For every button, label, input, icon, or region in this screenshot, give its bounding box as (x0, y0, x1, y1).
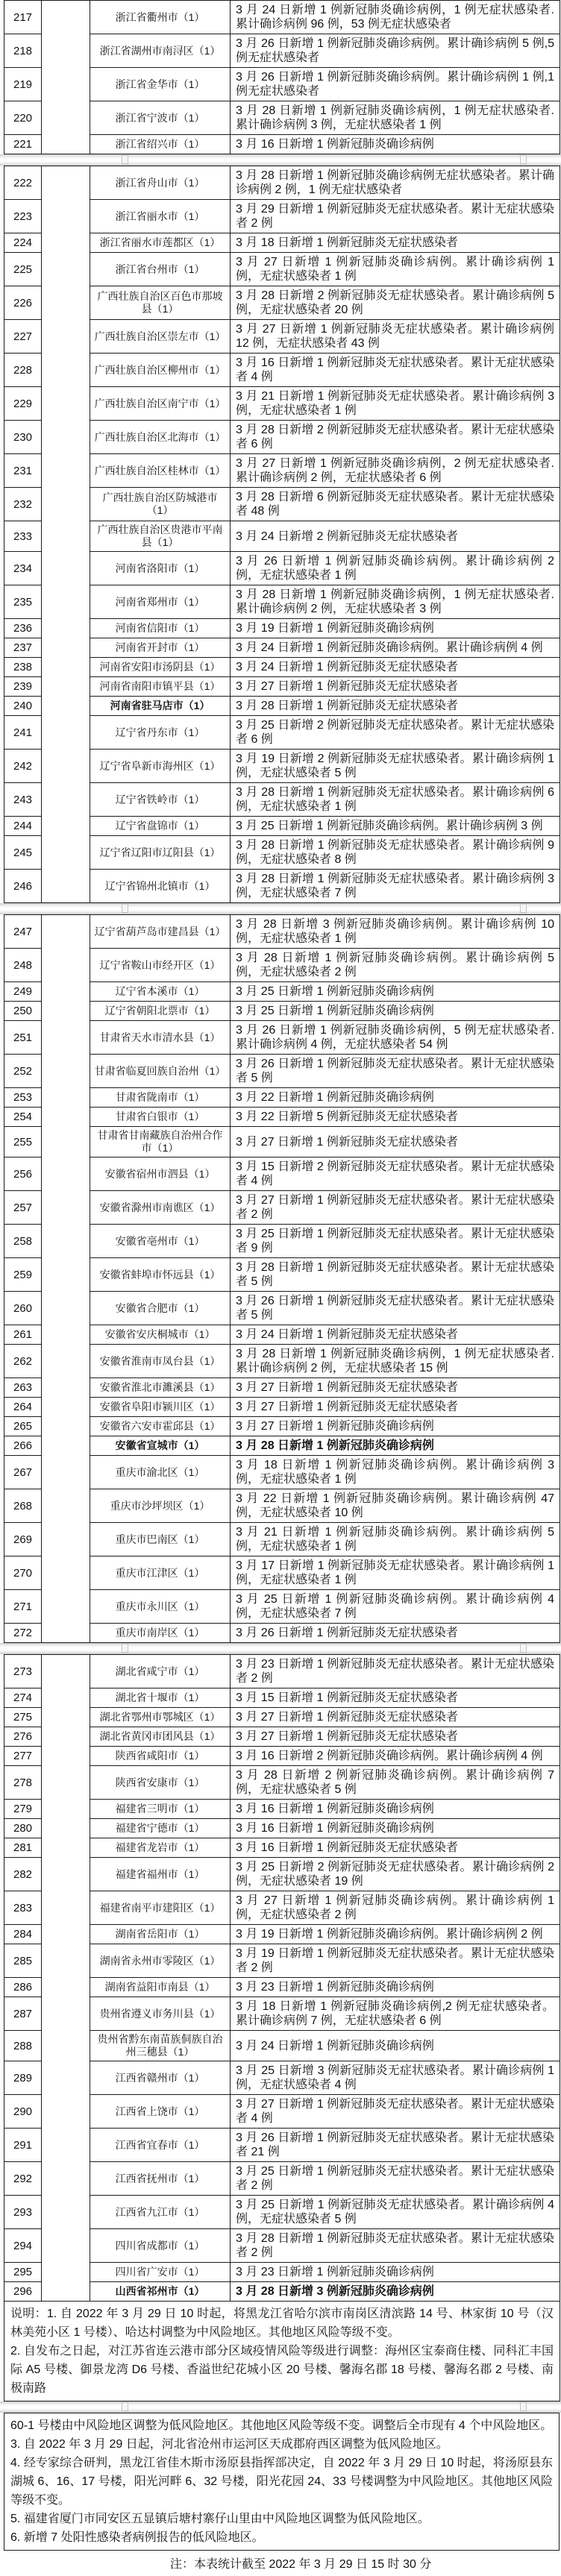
row-number: 276 (4, 1727, 42, 1747)
row-number: 235 (4, 585, 42, 619)
row-number: 250 (4, 1002, 42, 1021)
case-description: 3 月 28 日新增 1 例新冠肺炎无症状感染者。累计无症状感染者 5 例 (231, 1258, 560, 1292)
row-number: 251 (4, 1021, 42, 1055)
row-number: 240 (4, 697, 42, 716)
case-description: 3 月 29 日新增 1 例新冠肺炎无症状感染者。累计无症状感染者 2 例 (231, 200, 560, 233)
row-number: 256 (4, 1157, 42, 1191)
row-number: 249 (4, 982, 42, 1002)
region-name: 广西壮族自治区桂林市（1） (90, 454, 231, 488)
row-number: 224 (4, 233, 42, 253)
note-paragraph: 3. 自 2022 年 3 月 29 日起，河北省沧州市运河区天成郡府西区调整为低风险地区。 (10, 2438, 448, 2451)
region-name: 湖南省永州市零陵区（1） (90, 1944, 231, 1978)
row-number: 265 (4, 1417, 42, 1436)
row-number: 274 (4, 1688, 42, 1708)
row-number: 242 (4, 750, 42, 783)
region-name: 广西壮族自治区防城港市（1） (90, 488, 231, 521)
row-number: 266 (4, 1436, 42, 1456)
case-description: 3 月 27 日新增 1 例新冠肺炎确诊病例。累计确诊病例 1 例，无症状感染者 1 例 (231, 253, 560, 286)
row-number: 254 (4, 1108, 42, 1127)
merged-empty-column (42, 915, 90, 1643)
row-number: 225 (4, 253, 42, 286)
case-description: 3 月 26 日新增 1 例新冠肺炎无症状感染者。累计无症状感染者 5 例 (231, 1292, 560, 1325)
case-description: 3 月 27 日新增 1 例新冠肺炎无症状感染者 (231, 1378, 560, 1398)
note-paragraph: 4. 经专家综合研判，黑龙江省佳木斯市汤原县指挥部决定，自 2022 年 3 月 29 日 10 时起，将汤原县东湖城 6、16、17 号楼，阳光河畔 6、32 号楼，阳光花园 24、33 号楼调整为中风险地区。其他地区风险等级不变。 (10, 2457, 553, 2507)
region-name: 辽宁省铁岭市（1） (90, 783, 231, 817)
row-number: 239 (4, 677, 42, 697)
row-number: 259 (4, 1258, 42, 1292)
merged-empty-column (42, 1655, 90, 2302)
region-name: 辽宁省锦州北镇市（1） (90, 870, 231, 903)
row-number: 275 (4, 1708, 42, 1727)
region-name: 湖南省益阳市南县（1） (90, 1978, 231, 1997)
row-number: 244 (4, 817, 42, 836)
region-name: 山西省祁州市（1） (90, 2282, 231, 2302)
region-name: 浙江省丽水市莲都区（1） (90, 233, 231, 253)
row-number: 220 (4, 101, 42, 135)
region-name: 辽宁省丹东市（1） (90, 716, 231, 750)
case-description: 3 月 18 日新增 1 例新冠肺炎确诊病例,2 例无症状感染者。累计确诊病例 7 例，无症状感染者 6 例 (231, 1997, 560, 2031)
case-description: 3 月 25 日新增 1 例新冠肺炎无症状感染者。累计确诊病例 4 例，无症状感染者 5 例 (231, 2196, 560, 2229)
column-resize-mark (520, 904, 527, 913)
region-name: 安徽省淮北市濉溪县（1） (90, 1378, 231, 1398)
case-description: 3 月 15 日新增 2 例新冠肺炎无症状感染者。累计无症状感染者 4 例 (231, 1157, 560, 1191)
case-description: 3 月 16 日新增 1 例新冠肺炎确诊病例 (231, 1819, 560, 1838)
row-number: 285 (4, 1944, 42, 1978)
region-name: 辽宁省辽阳市辽阳县（1） (90, 836, 231, 870)
region-name: 四川省成都市（1） (90, 2229, 231, 2263)
case-description: 3 月 27 日新增 1 例新冠肺炎无症状感染者 (231, 1708, 560, 1727)
region-name: 湖南省岳阳市（1） (90, 1925, 231, 1944)
row-number: 278 (4, 1766, 42, 1800)
region-name: 辽宁省鞍山市经开区（1） (90, 949, 231, 982)
case-description: 3 月 28 日新增 1 例新冠肺炎无症状感染者。累计确诊病例 6 例，无症状感染者 1 例 (231, 783, 560, 817)
case-description: 3 月 27 日新增 1 例新冠肺炎确诊病例。累计确诊病例 1 例，无症状感染者 2 例 (231, 1891, 560, 1925)
region-name: 甘肃省白银市（1） (90, 1108, 231, 1127)
row-number: 261 (4, 1325, 42, 1345)
region-name: 福建省福州市（1） (90, 1858, 231, 1891)
case-description: 3 月 23 日新增 1 例新冠肺炎无症状感染者。累计无症状感染者 2 例 (231, 1655, 560, 1688)
case-description: 3 月 27 日新增 1 例新冠肺炎确诊病例 (231, 1417, 560, 1436)
row-number: 296 (4, 2282, 42, 2302)
region-name: 重庆市渝北区（1） (90, 1456, 231, 1489)
region-name: 安徽省滁州市南谯区（1） (90, 1191, 231, 1225)
table-page-2 (4, 166, 560, 903)
case-description: 3 月 28 日新增 1 例新冠肺炎确诊病例，1 例无症状感染者.累计确诊病例 2 例，无症状感染者 15 例 (231, 1345, 560, 1378)
region-name: 浙江省湖州市南浔区（1） (90, 34, 231, 68)
region-name: 辽宁省盘锦市（1） (90, 817, 231, 836)
note-paragraph: 2. 自发布之日起，对江苏省连云港市部分区域疫情风险等级进行调整：海州区宝泰商住楼、同科汇丰国际 A5 号楼、御景龙湾 D6 号楼、香溢世纪花城小区 20 号楼、馨海名郡 18 号楼、馨海名郡 2 号楼、南极南路 (10, 2345, 554, 2395)
region-name: 辽宁省阜新市海州区（1） (90, 750, 231, 783)
row-number: 248 (4, 949, 42, 982)
case-description: 3 月 16 日新增 2 例新冠肺炎确诊病例。累计确诊病例 4 例 (231, 1747, 560, 1766)
region-name: 河南省开封市（1） (90, 638, 231, 658)
row-number: 232 (4, 488, 42, 521)
case-description: 3 月 28 日新增 1 例新冠肺炎无症状感染者。累计确诊病例 9 例，无症状感染者 8 例 (231, 836, 560, 870)
region-name: 湖北省十堰市（1） (90, 1688, 231, 1708)
row-number: 223 (4, 200, 42, 233)
region-name: 河南省南阳市镇平县（1） (90, 677, 231, 697)
row-number: 293 (4, 2196, 42, 2229)
row-number: 243 (4, 783, 42, 817)
table-page-3 (4, 914, 560, 1643)
case-description: 3 月 25 日新增 1 例新冠肺炎确诊病例 (231, 982, 560, 1002)
row-number: 287 (4, 1997, 42, 2031)
table-page-1 (4, 0, 560, 154)
merged-empty-column (42, 1, 90, 154)
row-number: 286 (4, 1978, 42, 1997)
case-description: 3 月 28 日新增 1 例新冠肺炎无症状感染者。累计确诊病例 3 例，无症状感染者 7 例 (231, 870, 560, 903)
row-number: 292 (4, 2162, 42, 2196)
merged-empty-column (42, 166, 90, 903)
case-description: 3 月 28 日新增 1 例新冠肺炎无症状感染者 (231, 697, 560, 716)
region-name: 福建省三明市（1） (90, 1800, 231, 1819)
note-paragraph: 60-1 号楼由中风险地区调整为低风险地区。其他地区风险等级不变。调整后全市现有 4 个中风险地区。 (10, 2419, 553, 2432)
column-resize-mark (520, 1644, 527, 1653)
row-number: 271 (4, 1590, 42, 1624)
region-name: 江西省赣州市（1） (90, 2061, 231, 2095)
row-number: 238 (4, 658, 42, 677)
region-name: 湖北省咸宁市（1） (90, 1655, 231, 1688)
case-description: 3 月 19 日新增 1 例新冠肺炎确诊病例 (231, 619, 560, 638)
case-description: 3 月 24 日新增 1 例新冠肺炎无症状感染者 (231, 1325, 560, 1345)
case-description: 3 月 24 日新增 2 例新冠肺炎无症状感染者 (231, 521, 560, 552)
region-name: 重庆市永川区（1） (90, 1590, 231, 1624)
region-name: 辽宁省朝阳北票市（1） (90, 1002, 231, 1021)
region-name: 安徽省合肥市（1） (90, 1292, 231, 1325)
case-description: 3 月 19 日新增 1 例新冠肺炎确诊病例。累计确诊病例 2 例 (231, 1925, 560, 1944)
row-number: 222 (4, 166, 42, 200)
case-description: 3 月 27 日新增 1 例新冠肺炎无症状感染者。累计无症状感染者 2 例 (231, 1191, 560, 1225)
region-name: 河南省洛阳市（1） (90, 552, 231, 585)
region-name: 安徽省淮南市凤台县（1） (90, 1345, 231, 1378)
region-name: 江西省抚州市（1） (90, 2162, 231, 2196)
region-name: 重庆市江津区（1） (90, 1556, 231, 1590)
region-name: 广西壮族自治区柳州市（1） (90, 354, 231, 387)
row-number: 264 (4, 1398, 42, 1417)
row-number: 289 (4, 2061, 42, 2095)
case-description: 3 月 27 日新增 1 例新冠肺炎无症状感染者 (231, 1127, 560, 1157)
note-paragraph: 说明：1. 自 2022 年 3 月 29 日 10 时起，将黑龙江省哈尔滨市南岗区清滨路 14 号、林家街 10 号（汉林美苑小区 1 号楼）、哈达村调整为中风险地区。其他地区风险等级不变。 (10, 2308, 554, 2339)
region-name: 重庆市沙坪坝区（1） (90, 1489, 231, 1523)
row-number: 268 (4, 1489, 42, 1523)
region-name: 安徽省阜阳市颍川区（1） (90, 1398, 231, 1417)
row-number: 228 (4, 354, 42, 387)
case-description: 3 月 25 日新增 2 例新冠肺炎无症状感染者。累计无症状感染者 6 例 (231, 716, 560, 750)
case-description: 3 月 27 日新增 1 例新冠肺炎无症状感染者。累计无症状感染者 4 例 (231, 2095, 560, 2129)
region-name: 安徽省六安市霍邱县（1） (90, 1417, 231, 1436)
region-name: 辽宁省葫芦岛市建昌县（1） (90, 915, 231, 949)
case-description: 3 月 24 日新增 1 例新冠肺炎确诊病例。累计确诊病例 4 例 (231, 638, 560, 658)
row-number: 233 (4, 521, 42, 552)
case-description: 3 月 16 日新增 1 例新冠肺炎无症状感染者 (231, 1838, 560, 1858)
column-resize-mark (122, 904, 128, 913)
region-name: 甘肃省甘南藏族自治州合作市（1） (90, 1127, 231, 1157)
case-description: 3 月 25 日新增 1 例新冠肺炎确诊病例。累计确诊病例 3 例 (231, 817, 560, 836)
case-description: 3 月 28 日新增 2 例新冠肺炎无症状感染者。累计无症状感染者 6 例 (231, 421, 560, 454)
row-number: 241 (4, 716, 42, 750)
row-number: 247 (4, 915, 42, 949)
region-name: 甘肃省临夏回族自治州（1） (90, 1055, 231, 1088)
row-number: 257 (4, 1191, 42, 1225)
region-name: 安徽省宿州市泗县（1） (90, 1157, 231, 1191)
case-description: 3 月 25 日新增 1 例新冠肺炎无症状感染者。累计无症状感染者 9 例 (231, 1225, 560, 1258)
note-paragraph: 6. 新增 7 处阳性感染者病例报告的低风险地区。 (10, 2531, 264, 2544)
row-number: 291 (4, 2129, 42, 2162)
case-description: 3 月 26 日新增 1 例新冠肺炎确诊病例，5 例无症状感染者.累计确诊病例 4 例，无症状感染者 54 例 (231, 1021, 560, 1055)
row-number: 218 (4, 34, 42, 68)
region-name: 广西壮族自治区贵港市平南县（1） (90, 521, 231, 552)
region-name: 浙江省丽水市（1） (90, 200, 231, 233)
case-description: 3 月 26 日新增 1 例新冠肺炎确诊病例。累计确诊病例 5 例,5 例无症状感染者 (231, 34, 560, 68)
region-name: 湖北省黄冈市团风县（1） (90, 1727, 231, 1747)
case-description: 3 月 26 日新增 1 例新冠肺炎无症状感染者。累计无症状感染者 21 例 (231, 2129, 560, 2162)
row-number: 252 (4, 1055, 42, 1088)
case-description: 3 月 23 日新增 1 例新冠肺炎确诊病例 (231, 2263, 560, 2282)
row-number: 246 (4, 870, 42, 903)
region-name: 广西壮族自治区百色市那坡县（1） (90, 286, 231, 320)
row-number: 282 (4, 1858, 42, 1891)
row-number: 267 (4, 1456, 42, 1489)
row-number: 262 (4, 1345, 42, 1378)
page-break-gap (0, 1643, 561, 1654)
region-name: 重庆市南岸区（1） (90, 1624, 231, 1643)
case-description: 3 月 26 日新增 1 例新冠肺炎无症状感染者 (231, 1624, 560, 1643)
row-number: 221 (4, 135, 42, 154)
case-description: 3 月 28 日新增 1 例新冠肺炎确诊病例无症状感染者。累计确诊病例 2 例，1 例无症状感染者 (231, 166, 560, 200)
region-name: 甘肃省天水市清水县（1） (90, 1021, 231, 1055)
case-description: 3 月 28 日新增 1 例新冠肺炎无症状感染者。累计无症状感染者 2 例 (231, 2229, 560, 2263)
region-name: 浙江省台州市（1） (90, 253, 231, 286)
region-name: 四川省广安市（1） (90, 2263, 231, 2282)
region-name: 浙江省金华市（1） (90, 68, 231, 101)
region-name: 甘肃省陇南市（1） (90, 1088, 231, 1108)
row-number: 263 (4, 1378, 42, 1398)
row-number: 236 (4, 619, 42, 638)
case-description: 3 月 21 日新增 1 例新冠肺炎确诊病例。累计确诊病例 5 例，无症状感染者 1 例 (231, 1523, 560, 1556)
case-description: 3 月 24 日新增 1 例新冠肺炎无症状感染者 (231, 658, 560, 677)
region-name: 贵州省黔东南苗族侗族自治州三穗县（1） (90, 2031, 231, 2061)
region-name: 福建省南平市建阳区（1） (90, 1891, 231, 1925)
case-description: 3 月 28 日新增 3 例新冠肺炎确诊病例 (231, 2282, 560, 2302)
row-number: 295 (4, 2263, 42, 2282)
region-name: 广西壮族自治区北海市（1） (90, 421, 231, 454)
case-description: 3 月 25 日新增 1 例新冠肺炎确诊病例 (231, 1002, 560, 1021)
region-name: 安徽省蚌埠市怀远县（1） (90, 1258, 231, 1292)
region-name: 江西省九江市（1） (90, 2196, 231, 2229)
case-description: 3 月 23 日新增 1 例新冠肺炎确诊病例 (231, 1978, 560, 1997)
column-resize-mark (122, 1644, 128, 1653)
region-name: 福建省宁德市（1） (90, 1819, 231, 1838)
region-name: 浙江省宁波市（1） (90, 101, 231, 135)
row-number: 290 (4, 2095, 42, 2129)
case-description: 3 月 27 日新增 1 例新冠肺炎无症状感染者 (231, 677, 560, 697)
row-number: 253 (4, 1088, 42, 1108)
case-description: 3 月 24 日新增 1 例新冠肺炎确诊病例，1 例无症状感染者.累计确诊病例 96 例，53 例无症状感染者 (231, 1, 560, 34)
row-number: 281 (4, 1838, 42, 1858)
row-number: 270 (4, 1556, 42, 1590)
row-number: 272 (4, 1624, 42, 1643)
row-number: 227 (4, 320, 42, 354)
case-description: 3 月 17 日新增 1 例新冠肺炎无症状感染者。累计确诊病例 1 例，无症状感染者 1 例 (231, 1556, 560, 1590)
region-name: 河南省驻马店市（1） (90, 697, 231, 716)
case-description: 3 月 28 日新增 1 例新冠肺炎确诊病例，1 例无症状感染者.累计确诊病例 3 例，无症状感染者 1 例 (231, 101, 560, 135)
page-break-gap (0, 2401, 561, 2413)
case-description: 3 月 28 日新增 3 例新冠肺炎确诊病例。累计确诊病例 10 例，无症状感染者 1 例 (231, 915, 560, 949)
row-number: 217 (4, 1, 42, 34)
region-name: 浙江省舟山市（1） (90, 166, 231, 200)
region-name: 浙江省衢州市（1） (90, 1, 231, 34)
case-description: 3 月 27 日新增 1 例新冠肺炎无症状感染者 (231, 1727, 560, 1747)
case-description: 3 月 19 日新增 2 例新冠肺炎无症状感染者。累计确诊病例 1 例，无症状感染者 5 例 (231, 750, 560, 783)
region-name: 广西壮族自治区南宁市（1） (90, 387, 231, 421)
row-number: 294 (4, 2229, 42, 2263)
row-number: 231 (4, 454, 42, 488)
row-number: 237 (4, 638, 42, 658)
case-description: 3 月 28 日新增 6 例新冠肺炎无症状感染者。累计无症状感染者 48 例 (231, 488, 560, 521)
region-name: 江西省宜春市（1） (90, 2129, 231, 2162)
case-description: 3 月 27 日新增 1 例新冠肺炎确诊病例，2 例无症状感染者.累计确诊病例 2 例，无症状感染者 6 例 (231, 454, 560, 488)
case-description: 3 月 28 日新增 1 例新冠肺炎确诊病例。累计确诊病例 5 例，无症状感染者 2 例 (231, 949, 560, 982)
row-number: 284 (4, 1925, 42, 1944)
column-resize-mark (122, 2402, 128, 2411)
row-number: 230 (4, 421, 42, 454)
case-description: 3 月 25 日新增 1 例新冠肺炎无症状感染者。累计无症状感染者 2 例 (231, 2162, 560, 2196)
region-name: 江西省上饶市（1） (90, 2095, 231, 2129)
case-description: 3 月 19 日新增 1 例新冠肺炎无症状感染者。累计无症状感染者 2 例 (231, 1944, 560, 1978)
case-description: 3 月 26 日新增 1 例新冠肺炎无症状感染者。累计无症状感染者 5 例 (231, 1055, 560, 1088)
case-description: 3 月 28 日新增 1 例新冠肺炎确诊病例，1 例无症状感染者.累计确诊病例 2 例，无症状感染者 3 例 (231, 585, 560, 619)
row-number: 234 (4, 552, 42, 585)
region-name: 贵州省遵义市务川县（1） (90, 1997, 231, 2031)
case-description: 3 月 28 日新增 2 例新冠肺炎确诊病例。累计确诊病例 7 例，无症状感染者 5 例 (231, 1766, 560, 1800)
region-name: 安徽省安庆桐城市（1） (90, 1325, 231, 1345)
case-description: 3 月 16 日新增 1 例新冠肺炎确诊病例 (231, 135, 560, 154)
row-number: 260 (4, 1292, 42, 1325)
case-description: 3 月 24 日新增 1 例新冠肺炎确诊病例 (231, 2031, 560, 2061)
case-description: 3 月 25 日新增 3 例新冠肺炎无症状感染者。累计确诊病例 1 例，无症状感染者 4 例 (231, 2061, 560, 2095)
case-description: 3 月 28 日新增 2 例新冠肺炎无症状感染者。累计确诊病例 5 例，无症状感染者 20 例 (231, 286, 560, 320)
case-description: 3 月 27 日新增 1 例新冠肺炎无症状感染者。累计确诊病例 12 例，无症状感染者 43 例 (231, 320, 560, 354)
region-name: 福建省龙岩市（1） (90, 1838, 231, 1858)
case-description: 3 月 25 日新增 2 例新冠肺炎无症状感染者。累计确诊病例 2 例，无症状感染者 19 例 (231, 1858, 560, 1891)
region-name: 湖北省鄂州市鄂城区（1） (90, 1708, 231, 1727)
notes-section-part2 (4, 2413, 560, 2551)
region-name: 辽宁省本溪市（1） (90, 982, 231, 1002)
region-name: 安徽省亳州市（1） (90, 1225, 231, 1258)
row-number: 219 (4, 68, 42, 101)
case-description: 3 月 22 日新增 1 例新冠肺炎确诊病例 (231, 1088, 560, 1108)
case-description: 3 月 15 日新增 1 例新冠肺炎无症状感染者 (231, 1688, 560, 1708)
column-resize-mark (520, 155, 527, 164)
row-number: 277 (4, 1747, 42, 1766)
region-name: 安徽省宣城市（1） (90, 1436, 231, 1456)
row-number: 229 (4, 387, 42, 421)
region-name: 重庆市巴南区（1） (90, 1523, 231, 1556)
row-number: 258 (4, 1225, 42, 1258)
notes-section-part1 (4, 2302, 560, 2401)
case-description: 3 月 16 日新增 1 例新冠肺炎确诊病例 (231, 1800, 560, 1819)
case-description: 3 月 22 日新增 1 例新冠肺炎确诊病例。累计确诊病例 47 例，无症状感染者 10 例 (231, 1489, 560, 1523)
region-name: 河南省信阳市（1） (90, 619, 231, 638)
case-description: 3 月 16 日新增 1 例新冠肺炎无症状感染者。累计无症状感染者 4 例 (231, 354, 560, 387)
row-number: 269 (4, 1523, 42, 1556)
column-resize-mark (520, 2402, 527, 2411)
row-number: 226 (4, 286, 42, 320)
column-resize-mark (122, 155, 128, 164)
statistics-cutoff-note: 注：本表统计截至 2022 年 3 月 29 日 15 时 30 分 (0, 2551, 561, 2576)
case-description: 3 月 26 日新增 1 例新冠肺炎确诊病例。累计确诊病例 1 例,1 例无症状感染者 (231, 68, 560, 101)
row-number: 273 (4, 1655, 42, 1688)
row-number: 280 (4, 1819, 42, 1838)
region-name: 浙江省绍兴市（1） (90, 135, 231, 154)
note-paragraph: 5. 福建省厦门市同安区五显镇后塘村寨仔山里由中风险地区调整为低风险地区。 (10, 2513, 430, 2525)
table-page-4 (4, 1654, 560, 2401)
region-name: 陕西省安康市（1） (90, 1766, 231, 1800)
case-description: 3 月 25 日新增 1 例新冠肺炎确诊病例。累计确诊病例 4 例，无症状感染者 7 例 (231, 1590, 560, 1624)
case-description: 3 月 26 日新增 1 例新冠肺炎确诊病例。累计确诊病例 2 例，无症状感染者 1 例 (231, 552, 560, 585)
page-break-gap (0, 154, 561, 166)
case-description: 3 月 18 日新增 1 例新冠肺炎无症状感染者 (231, 233, 560, 253)
region-name: 河南省安阳市汤阴县（1） (90, 658, 231, 677)
row-number: 288 (4, 2031, 42, 2061)
case-description: 3 月 28 日新增 1 例新冠肺炎确诊病例 (231, 1436, 560, 1456)
case-description: 3 月 21 日新增 1 例新冠肺炎无症状感染者。累计确诊病例 3 例，无症状感染者 1 例 (231, 387, 560, 421)
page-break-gap (0, 903, 561, 914)
region-name: 河南省郑州市（1） (90, 585, 231, 619)
row-number: 245 (4, 836, 42, 870)
case-description: 3 月 27 日新增 1 例新冠肺炎无症状感染者 (231, 1398, 560, 1417)
row-number: 255 (4, 1127, 42, 1157)
region-name: 陕西省咸阳市（1） (90, 1747, 231, 1766)
case-description: 3 月 22 日新增 5 例新冠肺炎无症状感染者 (231, 1108, 560, 1127)
row-number: 279 (4, 1800, 42, 1819)
region-name: 广西壮族自治区崇左市（1） (90, 320, 231, 354)
row-number: 283 (4, 1891, 42, 1925)
case-description: 3 月 18 日新增 1 例新冠肺炎确诊病例。累计确诊病例 3 例，无症状感染者 1 例 (231, 1456, 560, 1489)
